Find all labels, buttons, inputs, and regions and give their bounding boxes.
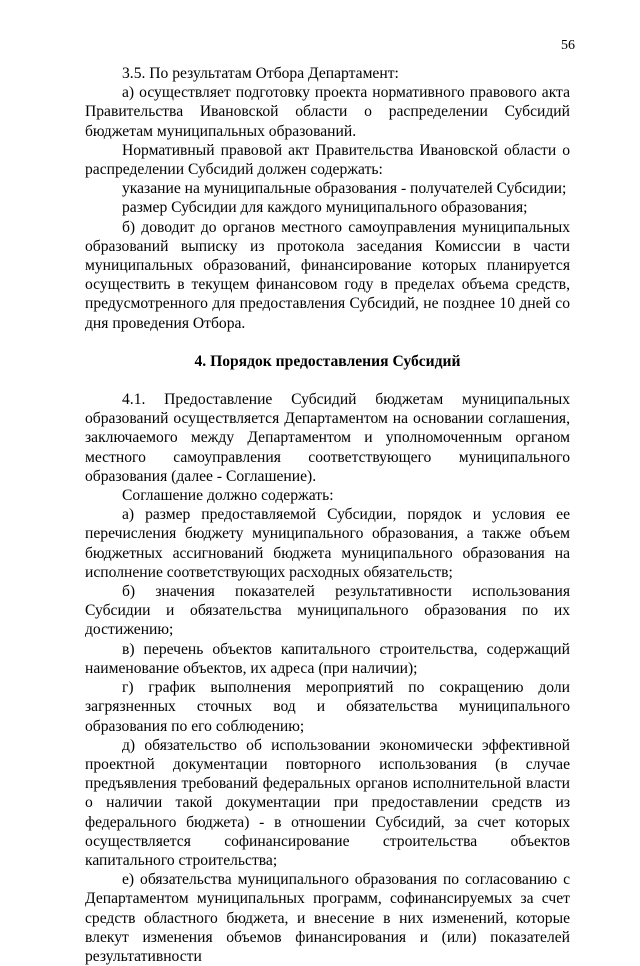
npa-item-amount: размер Субсидии для каждого муниципального образования; [122,199,528,217]
document-body [85,64,570,966]
npa-item-recipients: указание на муниципальные образования - получателей Субсидии; [122,180,567,198]
agreement-item-g: г) график выполнения мероприятий по сокращению доли загрязненных сточных вод и обязательства муниципального образования по его соблюдению; [85,679,570,735]
page-number: 56 [561,38,575,53]
section-3-5-item-b: б) доводит до органов местного самоуправления муниципальных образований выписку из протокола заседания Комиссии в части муниципальных образований, финансирование которых планируется осуществить в текущем финансовом году в пределах объема средств, предусмотренного для предоставления Субсидий, не позднее 10 дней со дня проведения Отбора. [85,218,570,332]
agreement-item-b: б) значения показателей результативности использования Субсидии и обязательства муниципального образования по их достижению; [85,583,570,639]
spacer [85,333,570,352]
agreement-content-intro: Соглашение должно содержать: [122,487,334,505]
agreement-item-a: а) размер предоставляемой Субсидии, порядок и условия ее перечисления бюджету муниципального образования, а также объем бюджетных ассигнований бюджета муниципального образования на исполнение соответствующих расходных обязательств; [85,506,570,581]
section-3-5-intro: 3.5. По результатам Отбора Департамент: [122,65,399,82]
section-3-5-item-a: а) осуществляет подготовку проекта нормативного правового акта Правительства Ивановской области о распределении Субсидий бюджетам муниципальных образований. [85,84,570,140]
spacer [85,371,570,390]
section-4-heading: 4. Порядок предоставления Субсидий [194,352,461,370]
agreement-item-v: в) перечень объектов капитального строительства, содержащий наименование объектов, их адреса (при наличии); [85,640,570,677]
agreement-item-e: е) обязательства муниципального образования по согласованию с Департаментом муниципальных программ, софинансируемых за счет средств областного бюджета, и внесение в них изменений, которые влекут изменения объемов финансирования и (или) показателей результативности [85,871,570,965]
npa-content-intro: Нормативный правовой акт Правительства Ивановской области о распределении Субсидий должен содержать: [85,141,570,179]
agreement-item-d: д) обязательство об использовании экономически эффективной проектной документации повторного использования (в случае предъявления требований федеральных органов исполнительной власти о наличии такой документации при предоставлении средств из федерального бюджета) - в отношении Субсидий, за счет которых осуществляется софинансирование строительства объектов капитального строительства; [85,736,570,869]
section-4-1-paragraph: 4.1. Предоставление Субсидий бюджетам муниципальных образований осуществляется Департаментом на основании соглашения, заключаемого между Департаментом и уполномоченным органом местного самоуправления соответствующего муниципального образования (далее - Соглашение). [85,391,570,485]
